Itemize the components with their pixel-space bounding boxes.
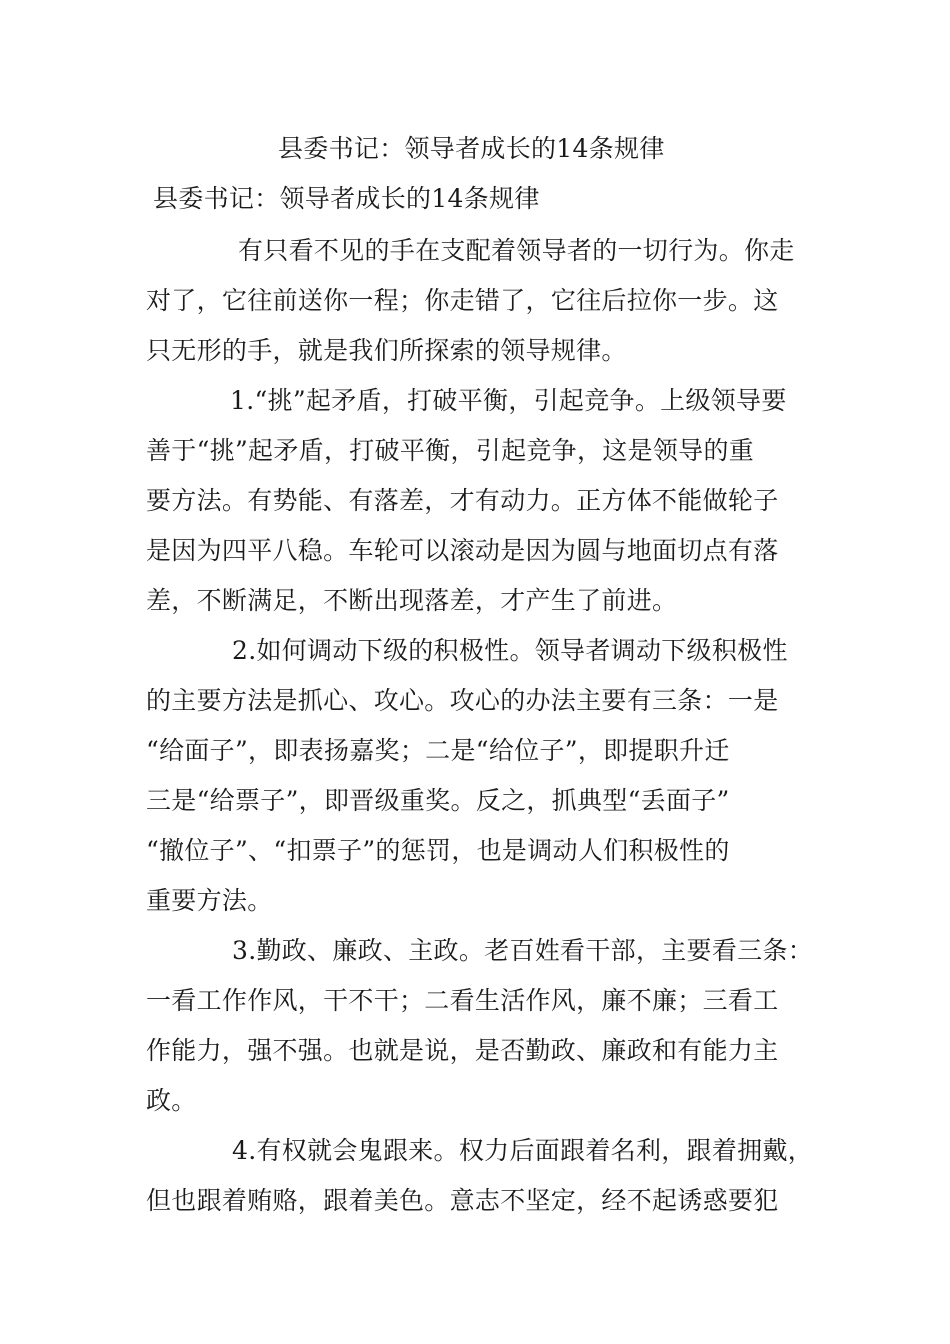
- document-title: 县委书记：领导者成长的14条规律: [278, 134, 665, 163]
- section4-line-2: 但也跟着贿赂，跟着美色。意志不坚定，经不起诱惑要犯: [146, 1186, 779, 1215]
- intro-line-2: 对了，它往前送你一程；你走错了，它往后拉你一步。这: [146, 286, 779, 315]
- section4-line-1: 4.有权就会鬼跟来。权力后面跟着名利，跟着拥戴，: [232, 1136, 814, 1165]
- section1-line-2: 善于“挑”起矛盾，打破平衡，引起竞争，这是领导的重: [146, 436, 755, 465]
- section2-line-2: 的主要方法是抓心、攻心。攻心的办法主要有三条：一是: [146, 686, 779, 715]
- section1-line-3: 要方法。有势能、有落差，才有动力。正方体不能做轮子: [146, 486, 779, 515]
- section3-line-4: 政。: [146, 1086, 197, 1115]
- document-title-repeat: 县委书记：领导者成长的14条规律: [153, 184, 540, 213]
- section1-line-5: 差，不断满足，不断出现落差，才产生了前进。: [146, 586, 678, 615]
- section1-line-4: 是因为四平八稳。车轮可以滚动是因为圆与地面切点有落: [146, 536, 779, 565]
- section2-line-4: 三是“给票子”，即晋级重奖。反之，抓典型“丢面子”: [146, 786, 730, 815]
- section3-line-3: 作能力，强不强。也就是说，是否勤政、廉政和有能力主: [146, 1036, 779, 1065]
- section2-line-3: “给面子”，即表扬嘉奖；二是“给位子”，即提职升迁: [146, 736, 730, 765]
- section1-line-1: 1.“挑”起矛盾，打破平衡，引起竞争。上级领导要: [230, 386, 787, 415]
- intro-line-3: 只无形的手，就是我们所探索的领导规律。: [146, 336, 627, 365]
- section3-line-2: 一看工作作风，干不干；二看生活作风，廉不廉；三看工: [146, 986, 779, 1015]
- section2-line-1: 2.如何调动下级的积极性。领导者调动下级积极性: [232, 636, 788, 665]
- section2-line-5: “撤位子”、“扣票子”的惩罚，也是调动人们积极性的: [146, 836, 730, 865]
- section2-line-6: 重要方法。: [146, 886, 273, 915]
- section3-line-1: 3.勤政、廉政、主政。老百姓看干部，主要看三条：: [232, 936, 814, 965]
- intro-line-1: 有只看不见的手在支配着领导者的一切行为。你走: [238, 236, 795, 265]
